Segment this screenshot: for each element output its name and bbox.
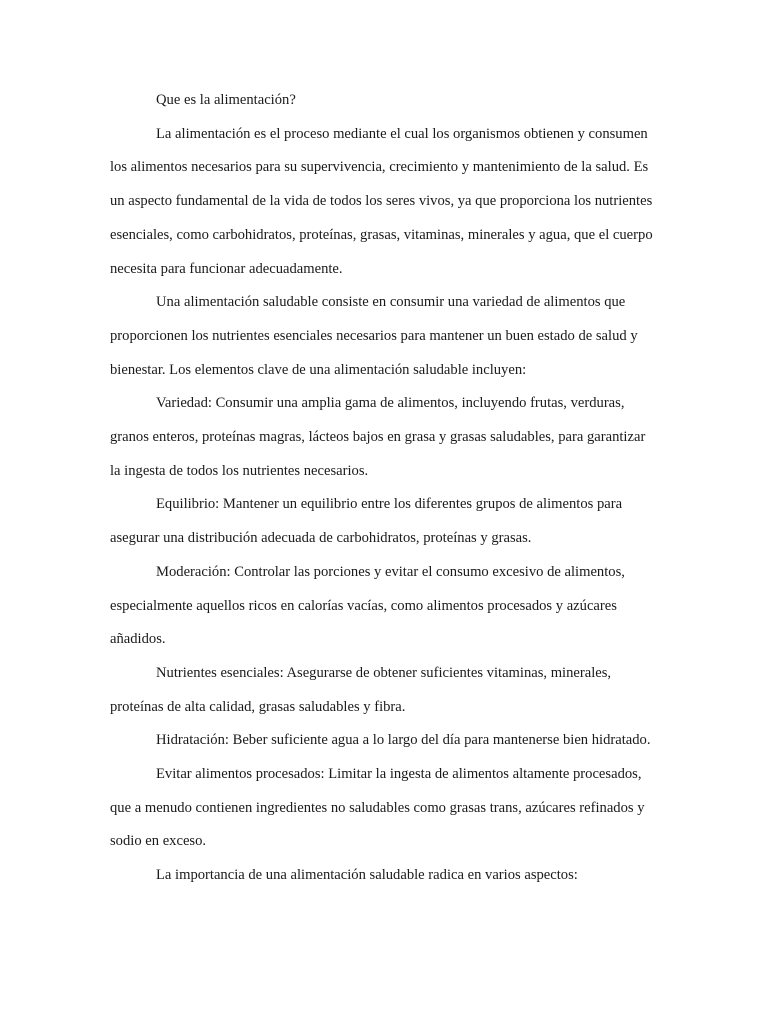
paragraph-avoid-processed: Evitar alimentos procesados: Limitar la ingesta de alimentos altamente procesados, que a menudo contienen ingredientes no saludables como grasas trans, azúcares refinados y sodio en exceso. — [110, 766, 645, 850]
paragraph-definition: La alimentación es el proceso mediante el cual los organismos obtienen y consumen los alimentos necesarios para su supervivencia, crecimiento y mantenimiento de la salud. Es un aspecto fundamental de la vida de todos los seres vivos, ya que proporciona los nutrientes esenciales, como carbohidratos, proteínas, grasas, vitaminas, minerales y agua, que el cuerpo necesita para funcionar adecuadamente. — [110, 125, 653, 277]
paragraph-essential-nutrients: Nutrientes esenciales: Asegurarse de obtener suficientes vitaminas, minerales, proteínas de alta calidad, grasas saludables y fibra. — [110, 664, 612, 715]
paragraph-variety: Variedad: Consumir una amplia gama de alimentos, incluyendo frutas, verduras, granos enteros, proteínas magras, lácteos bajos en grasa y grasas saludables, para garantizar la ingesta de todos los nutrientes necesarios. — [110, 395, 646, 479]
heading-question: Que es la alimentación? — [156, 92, 296, 108]
paragraph-moderation: Moderación: Controlar las porciones y evitar el consumo excesivo de alimentos, especialmente aquellos ricos en calorías vacías, como alimentos procesados y azúcares añadidos. — [110, 563, 625, 648]
paragraph-healthy-eating: Una alimentación saludable consiste en consumir una variedad de alimentos que proporcionen los nutrientes esenciales necesarios para mantener un buen estado de salud y bienestar. Los elementos clave de una alimentación saludable incluyen: — [110, 294, 638, 378]
document-body — [110, 84, 658, 893]
paragraph-balance: Equilibrio: Mantener un equilibrio entre los diferentes grupos de alimentos para asegurar una distribución adecuada de carbohidratos, proteínas y grasas. — [110, 496, 623, 547]
paragraph-hydration: Hidratación: Beber suficiente agua a lo largo del día para mantenerse bien hidratado. — [156, 732, 651, 749]
paragraph-importance: La importancia de una alimentación saludable radica en varios aspectos: — [156, 867, 578, 884]
